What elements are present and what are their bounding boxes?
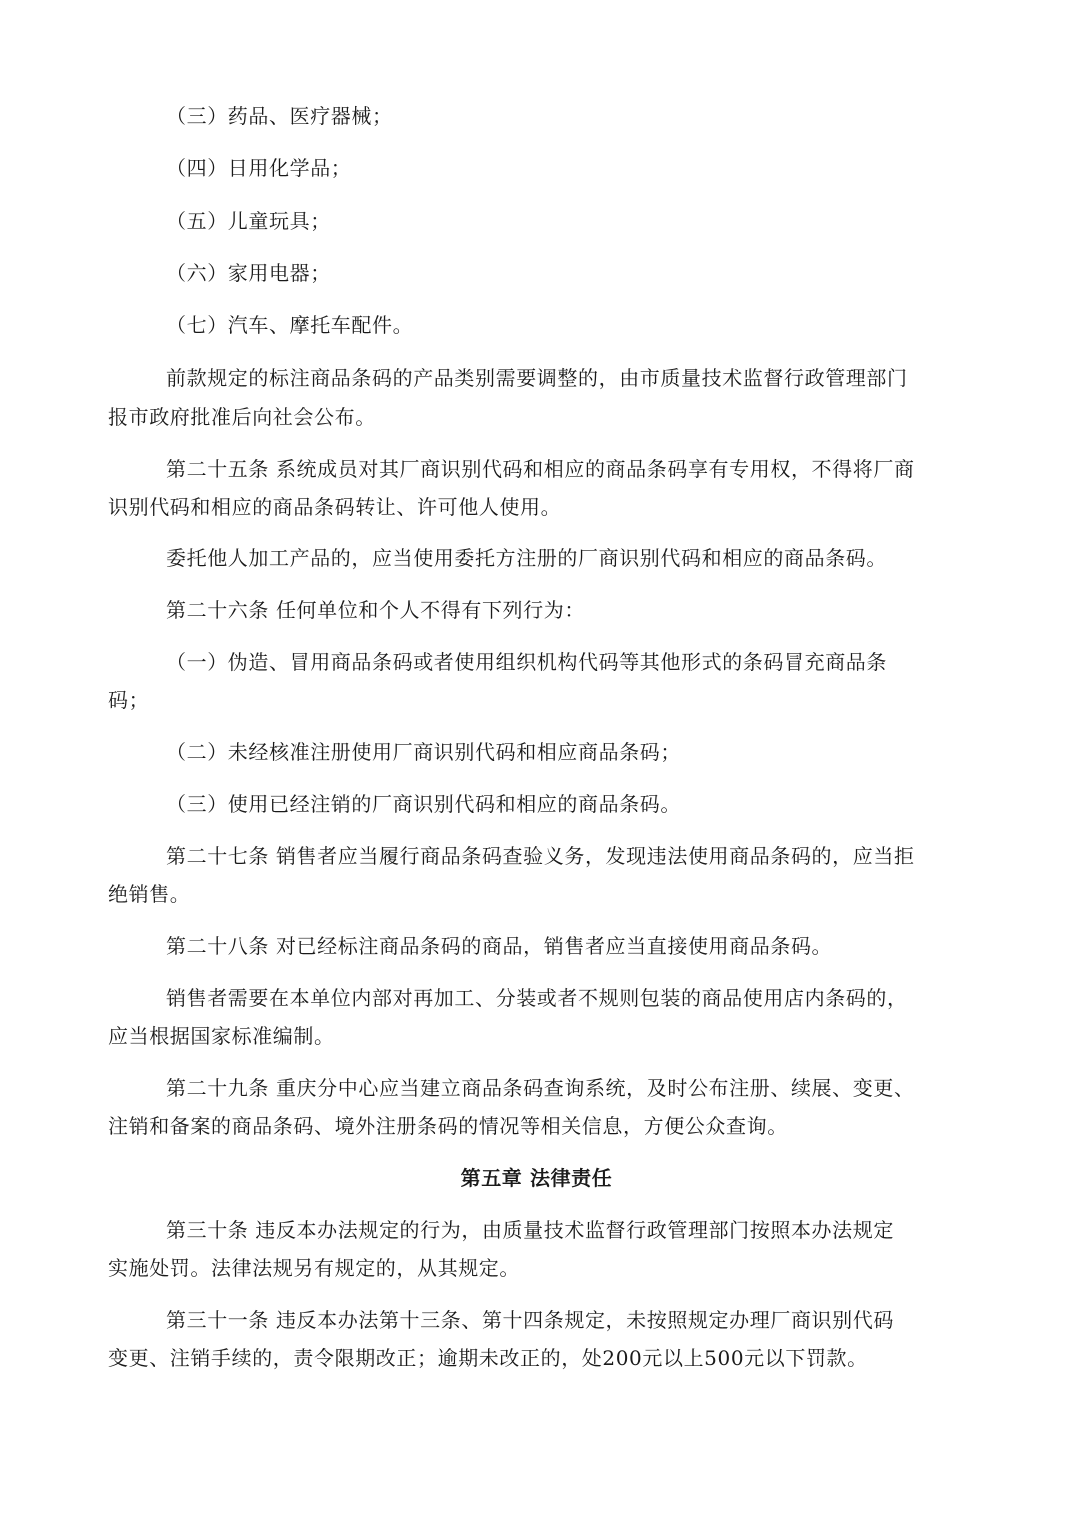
article-28-line: 第二十八条 对已经标注商品条码的商品，销售者应当直接使用商品条码。 bbox=[166, 934, 833, 958]
article-30-line: 实施处罚。法律法规另有规定的，从其规定。 bbox=[108, 1256, 520, 1280]
article-27-line: 第二十七条 销售者应当履行商品条码查验义务，发现违法使用商品条码的，应当拒 bbox=[166, 844, 915, 868]
list-item-3: （三）药品、医疗器械； bbox=[166, 104, 393, 128]
list-item-5: （五）儿童玩具； bbox=[166, 209, 331, 233]
article-26-line: 第二十六条 任何单位和个人不得有下列行为： bbox=[166, 598, 585, 622]
chapter-heading: 第五章 法律责任 bbox=[460, 1166, 613, 1190]
list-item-7: （七）汽车、摩托车配件。 bbox=[166, 313, 414, 337]
article-27-line: 绝销售。 bbox=[108, 882, 191, 906]
article-31-line: 变更、注销手续的，责令限期改正；逾期未改正的，处200元以上500元以下罚款。 bbox=[108, 1346, 868, 1370]
list-item-6: （六）家用电器； bbox=[166, 261, 331, 285]
article-29-line: 第二十九条 重庆分中心应当建立商品条码查询系统，及时公布注册、续展、变更、 bbox=[166, 1076, 915, 1100]
article-25-line: 识别代码和相应的商品条码转让、许可他人使用。 bbox=[108, 495, 562, 519]
article-26-item-2: （二）未经核准注册使用厂商识别代码和相应商品条码； bbox=[166, 740, 681, 764]
article-25-line: 第二十五条 系统成员对其厂商识别代码和相应的商品条码享有专用权，不得将厂商 bbox=[166, 457, 915, 481]
paragraph-line: 应当根据国家标准编制。 bbox=[108, 1024, 335, 1048]
paragraph-line: 前款规定的标注商品条码的产品类别需要调整的，由市质量技术监督行政管理部门 bbox=[166, 366, 908, 390]
article-31-line: 第三十一条 违反本办法第十三条、第十四条规定，未按照规定办理厂商识别代码 bbox=[166, 1308, 894, 1332]
article-26-item-3: （三）使用已经注销的厂商识别代码和相应的商品条码。 bbox=[166, 792, 681, 816]
paragraph-line: 销售者需要在本单位内部对再加工、分装或者不规则包装的商品使用店内条码的， bbox=[166, 986, 908, 1010]
article-26-item-1: 码； bbox=[108, 688, 150, 712]
paragraph-line: 报市政府批准后向社会公布。 bbox=[108, 405, 376, 429]
list-item-4: （四）日用化学品； bbox=[166, 156, 352, 180]
article-29-line: 注销和备案的商品条码、境外注册条码的情况等相关信息，方便公众查询。 bbox=[108, 1114, 788, 1138]
paragraph-line: 委托他人加工产品的，应当使用委托方注册的厂商识别代码和相应的商品条码。 bbox=[166, 546, 887, 570]
article-26-item-1: （一）伪造、冒用商品条码或者使用组织机构代码等其他形式的条码冒充商品条 bbox=[166, 650, 887, 674]
article-30-line: 第三十条 违反本办法规定的行为，由质量技术监督行政管理部门按照本办法规定 bbox=[166, 1218, 894, 1242]
